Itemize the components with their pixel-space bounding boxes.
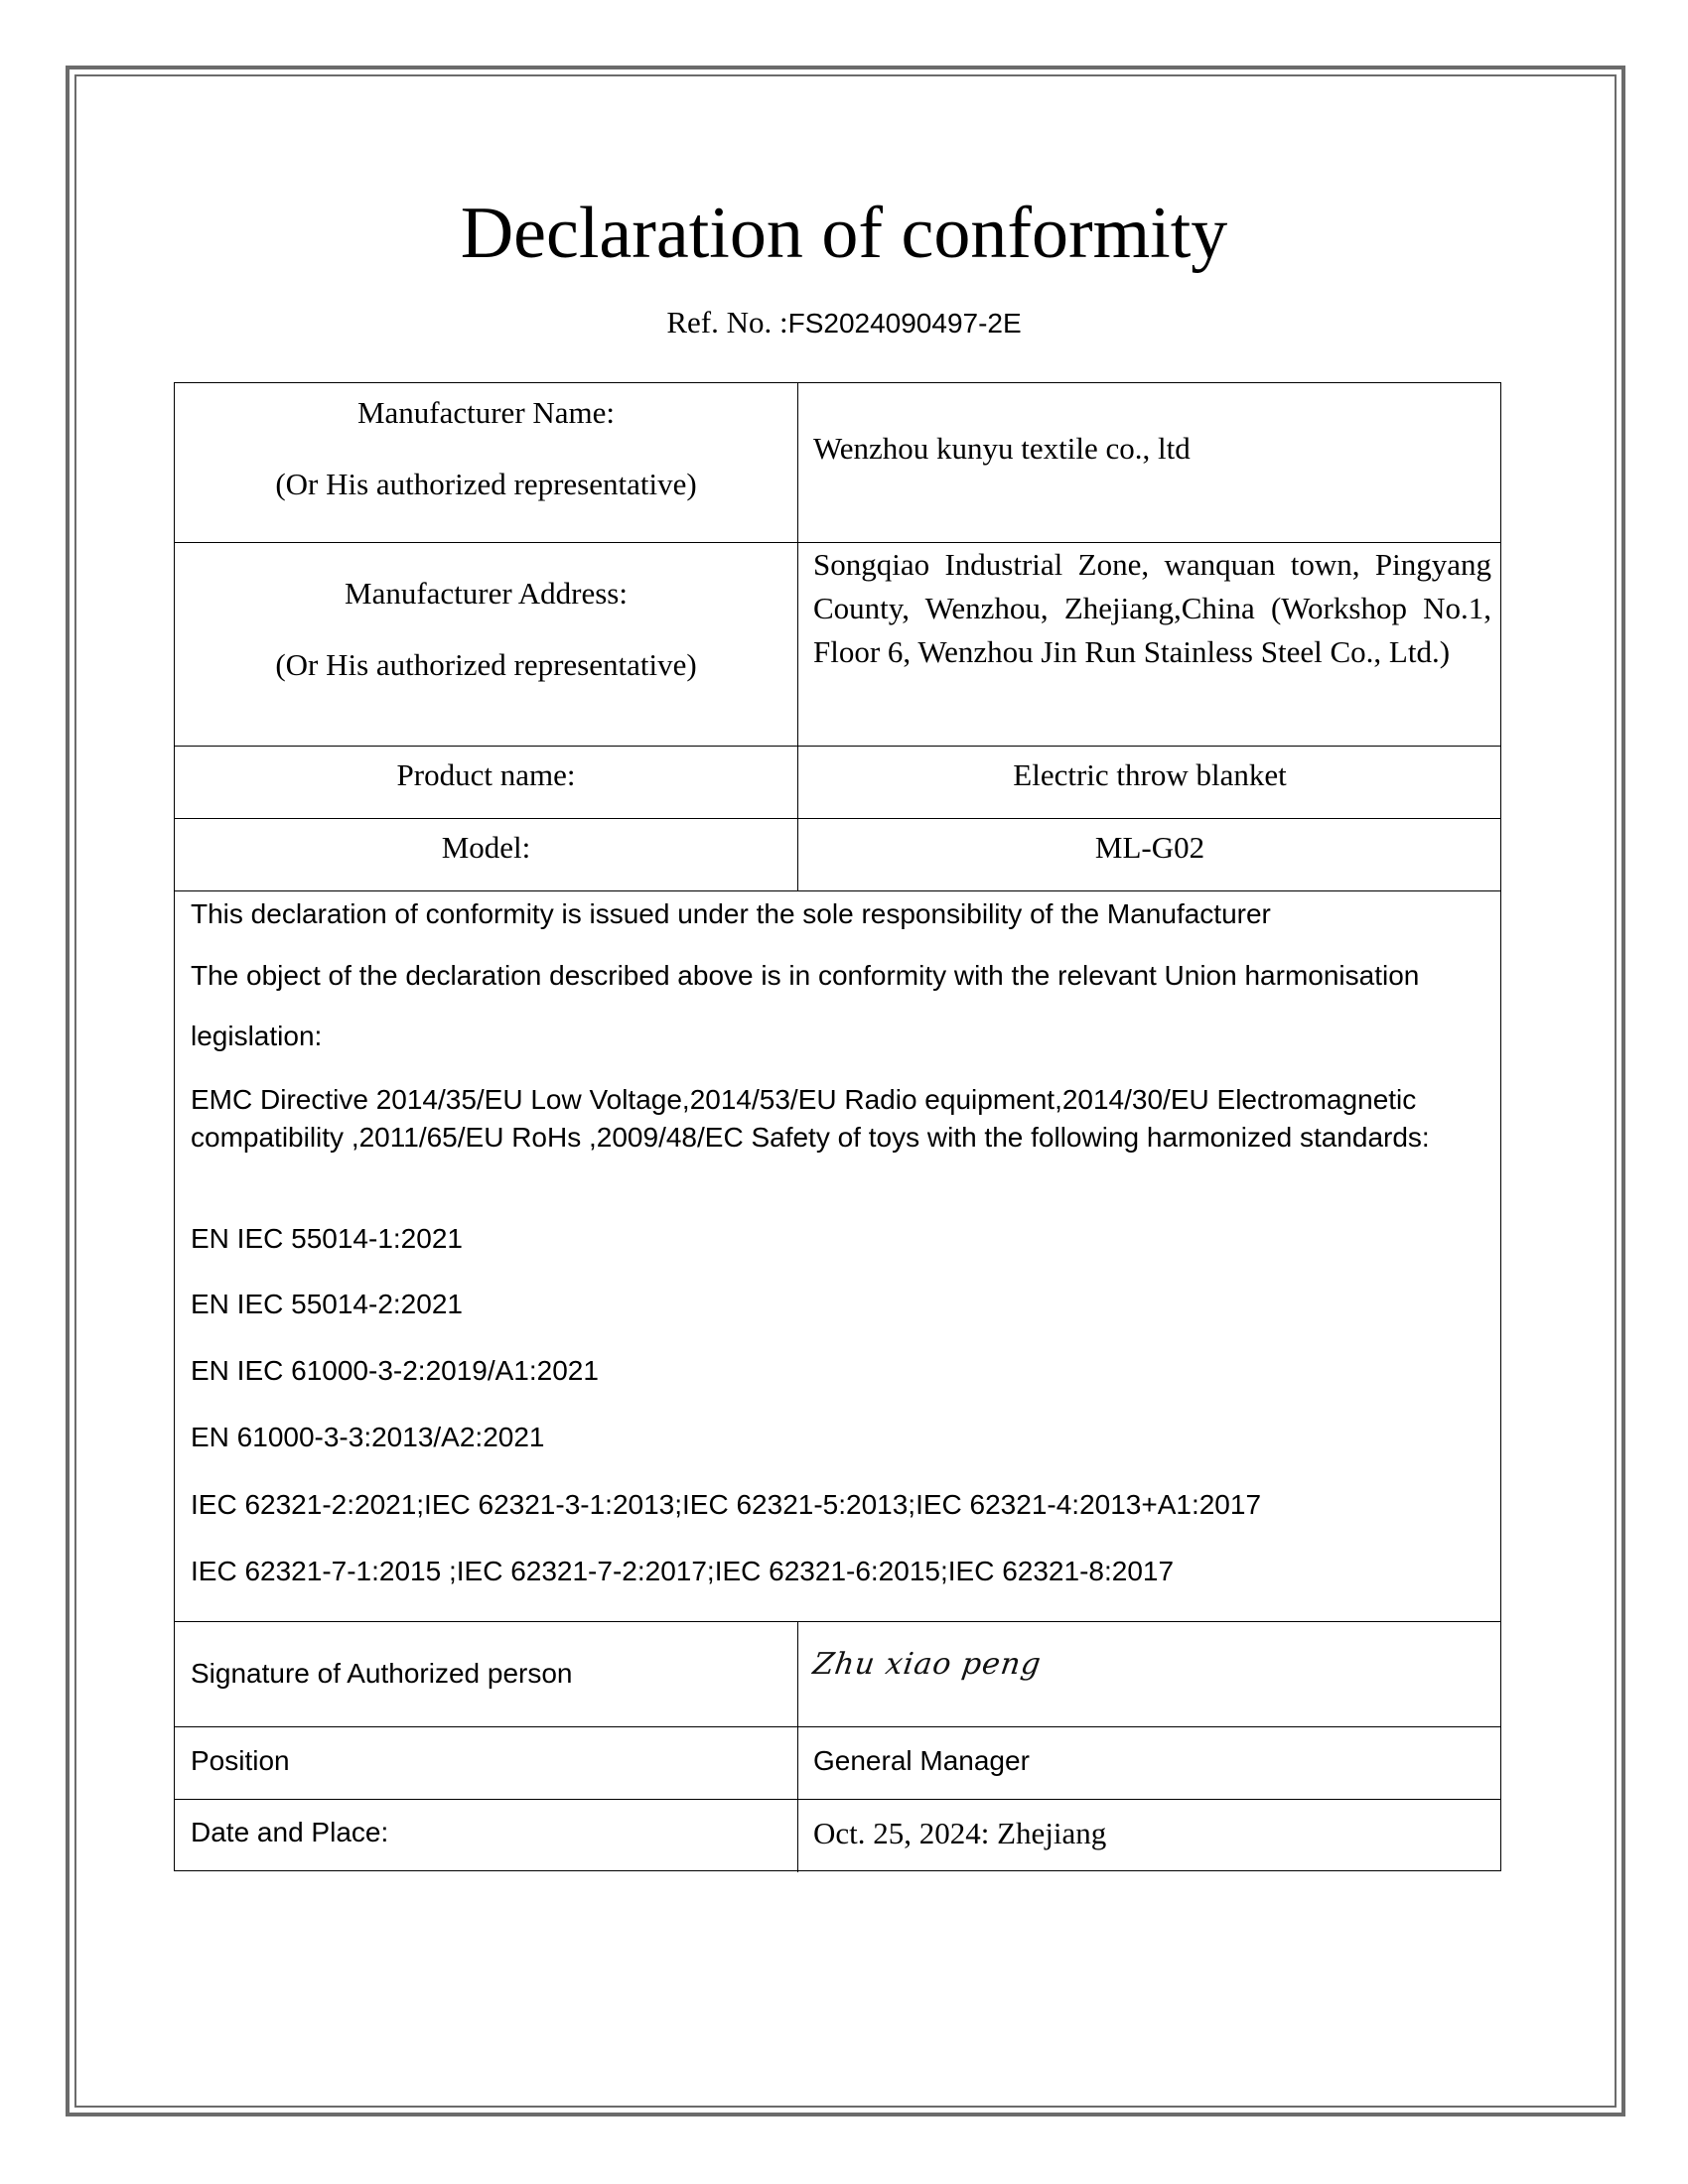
directives-text: EMC Directive 2014/35/EU Low Voltage,2014/53/EU Radio equipment,2014/30/EU Electromagnetic compatibility ,2011/65/EU RoHs ,2009/48/EC Safety of toys with the following harmonized standards: — [191, 1084, 1430, 1153]
reference-value: FS2024090497-2E — [787, 308, 1022, 339]
manufacturer-name-label: Manufacturer Name: — [356, 395, 616, 430]
model-value: ML-G02 — [1094, 830, 1205, 865]
document-title: Declaration of conformity — [460, 193, 1228, 274]
table-divider — [797, 383, 798, 890]
table-rule — [175, 1621, 1500, 1622]
date-place-value: Oct. 25, 2024: Zhejiang — [813, 1816, 1107, 1850]
position-label: Position — [191, 1745, 290, 1776]
table-rule — [175, 1726, 1500, 1727]
standard-item: EN IEC 61000-3-2:2019/A1:2021 — [191, 1355, 599, 1386]
manufacturer-address-sublabel: (Or His authorized representative) — [275, 647, 697, 682]
manufacturer-name-value: Wenzhou kunyu textile co., ltd — [813, 431, 1191, 466]
standard-item: IEC 62321-7-1:2015 ;IEC 62321-7-2:2017;IEC 62321-6:2015;IEC 62321-8:2017 — [191, 1556, 1175, 1586]
product-name-value: Electric throw blanket — [1013, 757, 1287, 792]
handwritten-signature: Zhu xiao peng — [810, 1647, 1044, 1682]
date-place-label: Date and Place: — [191, 1817, 389, 1847]
model-label: Model: — [441, 830, 531, 865]
manufacturer-name-sublabel: (Or His authorized representative) — [275, 467, 697, 501]
reference-label: Ref. No. : — [666, 305, 788, 340]
declaration-legislation-text: legislation: — [191, 1021, 323, 1051]
table-rule — [175, 746, 1500, 747]
table-rule — [175, 1799, 1500, 1800]
standard-item: EN IEC 55014-2:2021 — [191, 1289, 463, 1319]
declaration-statement: This declaration of conformity is issued under the sole responsibility of the Manufacturer — [191, 898, 1271, 929]
declaration-table — [174, 382, 1501, 1871]
declaration-conformity-text: The object of the declaration described above is in conformity with the relevant Union harmonisation — [191, 960, 1420, 991]
manufacturer-address-value: Songqiao Industrial Zone, wanquan town, Pingyang County, Wenzhou, Zhejiang,China (Workshop No.1, Floor 6, Wenzhou Jin Run Stainless Steel Co., Ltd.) — [813, 547, 1491, 669]
reference-number — [0, 307, 1688, 338]
signature-label: Signature of Authorized person — [191, 1658, 573, 1689]
manufacturer-address-label: Manufacturer Address: — [345, 576, 628, 611]
table-divider — [797, 1621, 798, 1872]
standard-item: EN 61000-3-3:2013/A2:2021 — [191, 1422, 545, 1452]
product-name-label: Product name: — [396, 757, 576, 792]
table-rule — [175, 818, 1500, 819]
position-value: General Manager — [813, 1745, 1030, 1776]
standard-item: EN IEC 55014-1:2021 — [191, 1223, 463, 1254]
standard-item: IEC 62321-2:2021;IEC 62321-3-1:2013;IEC 62321-5:2013;IEC 62321-4:2013+A1:2017 — [191, 1489, 1262, 1520]
table-rule — [175, 890, 1500, 891]
